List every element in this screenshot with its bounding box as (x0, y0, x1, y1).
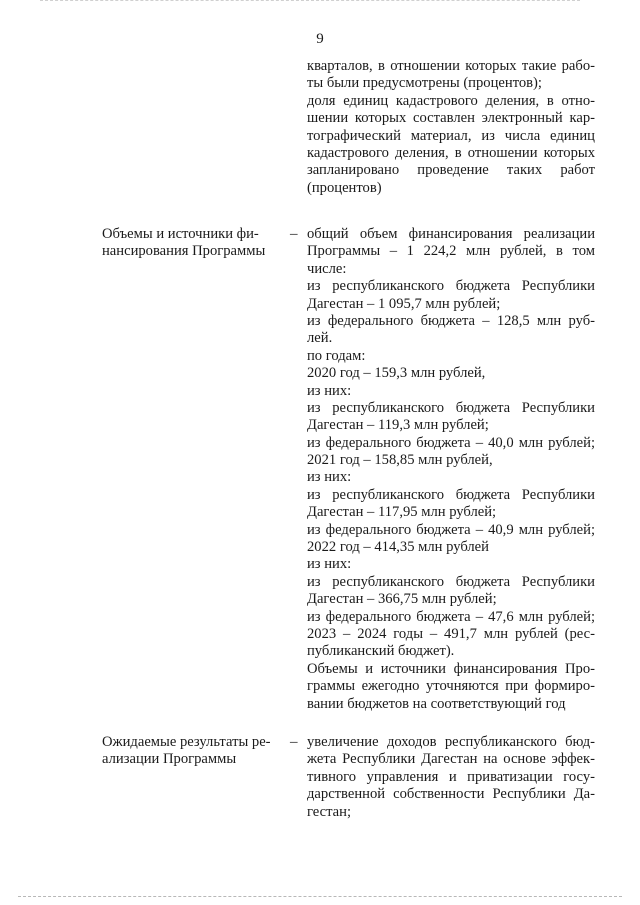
text-line: Дагестан – 117,95 млн рублей; (307, 504, 497, 521)
text-line: из них: (307, 556, 352, 573)
text-line: дарственной собственности Республики Да- (307, 786, 595, 803)
text-line: общий объем финансирования реализации (307, 226, 595, 242)
scan-bottom-edge (18, 896, 622, 897)
text-line: доля единиц кадастрового деления, в отно- (307, 92, 595, 109)
text-line: из федерального бюджета – 40,0 млн рублей; (307, 434, 595, 451)
text-line: 2020 год – 159,3 млн рублей, (307, 365, 486, 382)
text-line: из республиканского бюджета Республики (307, 573, 595, 590)
section-label (102, 226, 277, 261)
text-line: лей. (307, 330, 333, 347)
text-line: из республиканского бюджета Республики (307, 399, 595, 416)
text-line: шении которых составлен электронный кар- (307, 110, 595, 127)
text-line: Программы – 1 224,2 млн рублей, в том (307, 243, 595, 260)
section-dash: – (290, 226, 298, 242)
text-line: публиканский бюджет). (307, 643, 455, 660)
text-line: 2022 год – 414,35 млн рублей (307, 539, 489, 556)
text-line: из них: (307, 382, 352, 399)
text-line: граммы ежегодно уточняются при формиро- (307, 678, 595, 695)
continued-indicators-text (307, 58, 595, 197)
text-line: увеличение доходов республиканского бюд- (307, 734, 595, 750)
label-line: нансирования Программы (102, 243, 266, 260)
text-line: из республиканского бюджета Республики (307, 278, 595, 295)
text-line: по годам: (307, 347, 366, 364)
text-line: 2021 год – 158,85 млн рублей, (307, 452, 493, 469)
text-line: ты были предусмотрены (процентов); (307, 75, 542, 92)
section-dash: – (290, 734, 298, 750)
text-line: кадастрового деления, в отношении которых (307, 144, 595, 161)
text-line: Дагестан – 119,3 млн рублей; (307, 417, 489, 434)
text-line: жета Республики Дагестан на основе эффек- (307, 751, 595, 768)
text-line: (процентов) (307, 179, 382, 196)
label-line: ализации Программы (102, 751, 237, 768)
section-content (307, 226, 595, 713)
text-line: из федерального бюджета – 128,5 млн руб- (307, 312, 595, 329)
text-line: кварталов, в отношении которых такие рабо- (307, 58, 595, 74)
text-line: Дагестан – 1 095,7 млн рублей; (307, 295, 501, 312)
text-line: Объемы и источники финансирования Про- (307, 660, 595, 677)
text-line: тографический материал, из числа единиц (307, 127, 595, 144)
text-line: вании бюджетов на соответствующий год (307, 695, 566, 712)
text-line: из республиканского бюджета Республики (307, 486, 595, 503)
text-line: из федерального бюджета – 47,6 млн рублей; (307, 608, 595, 625)
section-label (102, 734, 277, 769)
section-content (307, 734, 595, 821)
text-line: гестан; (307, 803, 352, 820)
text-line: из них: (307, 469, 352, 486)
scan-top-edge (40, 0, 580, 1)
label-line: Ожидаемые результаты ре- (102, 734, 271, 750)
text-line: запланировано проведение таких работ (307, 162, 595, 179)
text-line: числе: (307, 260, 347, 277)
text-line: тивного управления и приватизации госу- (307, 768, 595, 785)
label-line: Объемы и источники фи- (102, 226, 259, 242)
page-number: 9 (316, 31, 324, 47)
text-line: 2023 – 2024 годы – 491,7 млн рублей (рес- (307, 625, 595, 642)
text-line: Дагестан – 366,75 млн рублей; (307, 591, 497, 608)
text-line: из федерального бюджета – 40,9 млн рублей; (307, 521, 595, 538)
